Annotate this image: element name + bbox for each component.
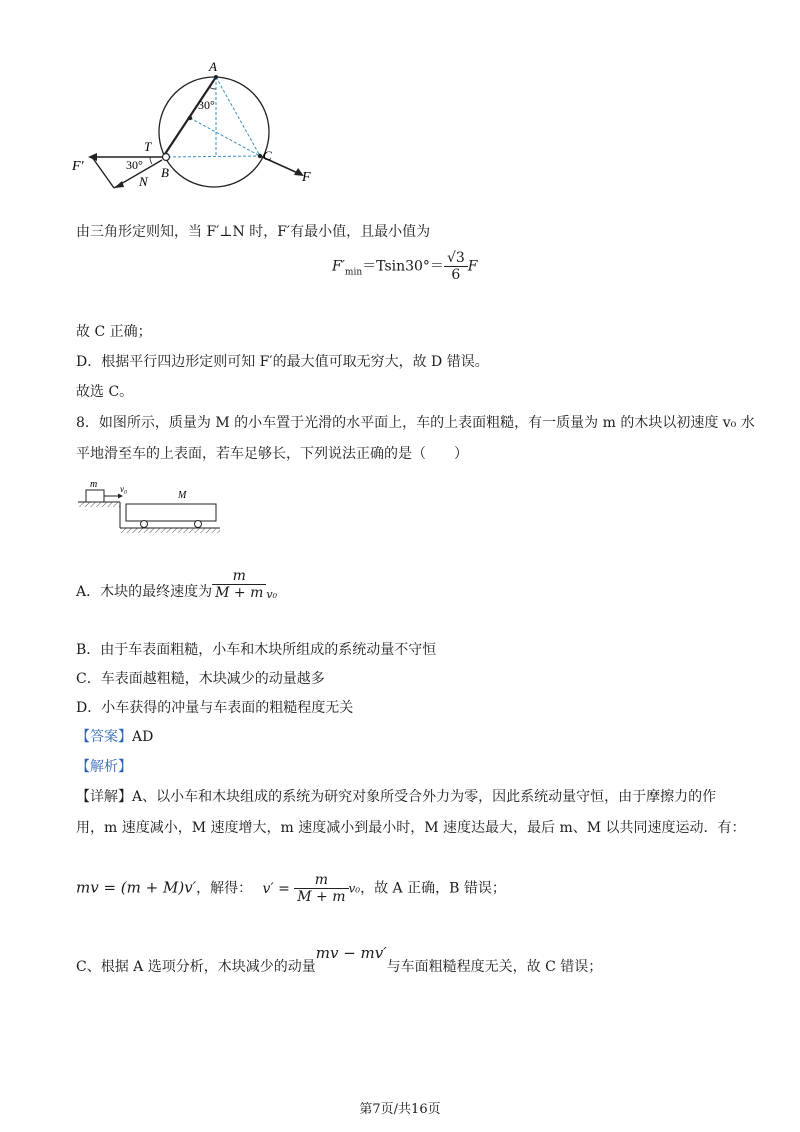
equation-line: mv = (m + M)v′，解得： v′ = $\frac{m}{M + m}$ v₀，故 A 正确，B 错误；	[76, 872, 506, 905]
block-m	[86, 490, 104, 502]
force-circle-diagram	[66, 56, 346, 191]
label-f: F	[302, 170, 311, 185]
question-8-line1: 8．如图所示，质量为 M 的小车置于光滑的水平面上，车的上表面粗糙，有一质量为 m 的木块以初速度 v₀ 水	[76, 415, 755, 431]
option-d: D．小车获得的冲量与车表面的粗糙程度无关	[76, 700, 354, 716]
label-M: M	[178, 490, 187, 501]
option-c: C．车表面越粗糙，木块减少的动量越多	[76, 671, 325, 687]
page-footer: 第7页/共16页	[359, 1102, 441, 1117]
detail-line1: 【详解】A、以小车和木块组成的系统为研究对象所受合外力为零，因此系统动量守恒，由于摩擦力的作	[76, 789, 717, 805]
dash-b-c	[163, 156, 260, 157]
label-a: A	[209, 59, 217, 74]
label-angle-top: 30°	[198, 98, 215, 112]
label-n: N	[139, 174, 148, 189]
question-8-line2: 平地滑至车的上表面，若车足够长，下列说法正确的是（ ）	[76, 446, 468, 462]
analysis-tag: 【解析】	[76, 759, 132, 775]
c-analysis-line: C、根据 A 选项分析，木块减少的动量mv − mv′与车面粗糙程度无关，故 C 错误；	[76, 944, 603, 975]
label-m: m	[90, 479, 98, 490]
text-choose-c: 故选 C。	[76, 384, 134, 400]
answer-line: 【答案】AD	[76, 729, 154, 745]
label-angle-left: 30°	[126, 158, 143, 172]
circle	[159, 77, 269, 187]
ring-b	[163, 154, 170, 161]
cart-block-diagram	[76, 476, 226, 536]
label-b: B	[161, 165, 169, 180]
label-c: C	[263, 148, 272, 163]
label-v0: v₀	[120, 484, 128, 494]
dash-mid-c	[190, 118, 260, 156]
cart-M	[126, 504, 216, 521]
text-min-condition: 由三角形定则知，当 F′⊥N 时，F′有最小值，且最小值为	[76, 224, 431, 240]
formula-fmin: $F'_{min}=Tsin30^\circ=$ $\frac{√3}{6}$ F	[332, 250, 478, 283]
text-d-wrong: D．根据平行四边形定则可知 F′的最大值可取无穷大，故 D 错误。	[76, 354, 489, 370]
label-f-prime: F'	[72, 159, 84, 174]
option-a: A．木块的最终速度为 $\frac{m}{M + m}$ v₀	[76, 568, 277, 601]
text-c-correct: 故 C 正确；	[76, 324, 152, 340]
dash-a-c	[216, 77, 260, 156]
detail-line2: 用，m 速度减小，M 速度增大，m 速度减小到最小时，M 速度达最大，最后 m、M 以共同速度运动．有：	[76, 820, 746, 836]
label-t: T	[144, 139, 152, 154]
angle-arc-a	[209, 87, 216, 89]
option-b: B．由于车表面粗糙，小车和木块所组成的系统动量不守恒	[76, 642, 437, 658]
